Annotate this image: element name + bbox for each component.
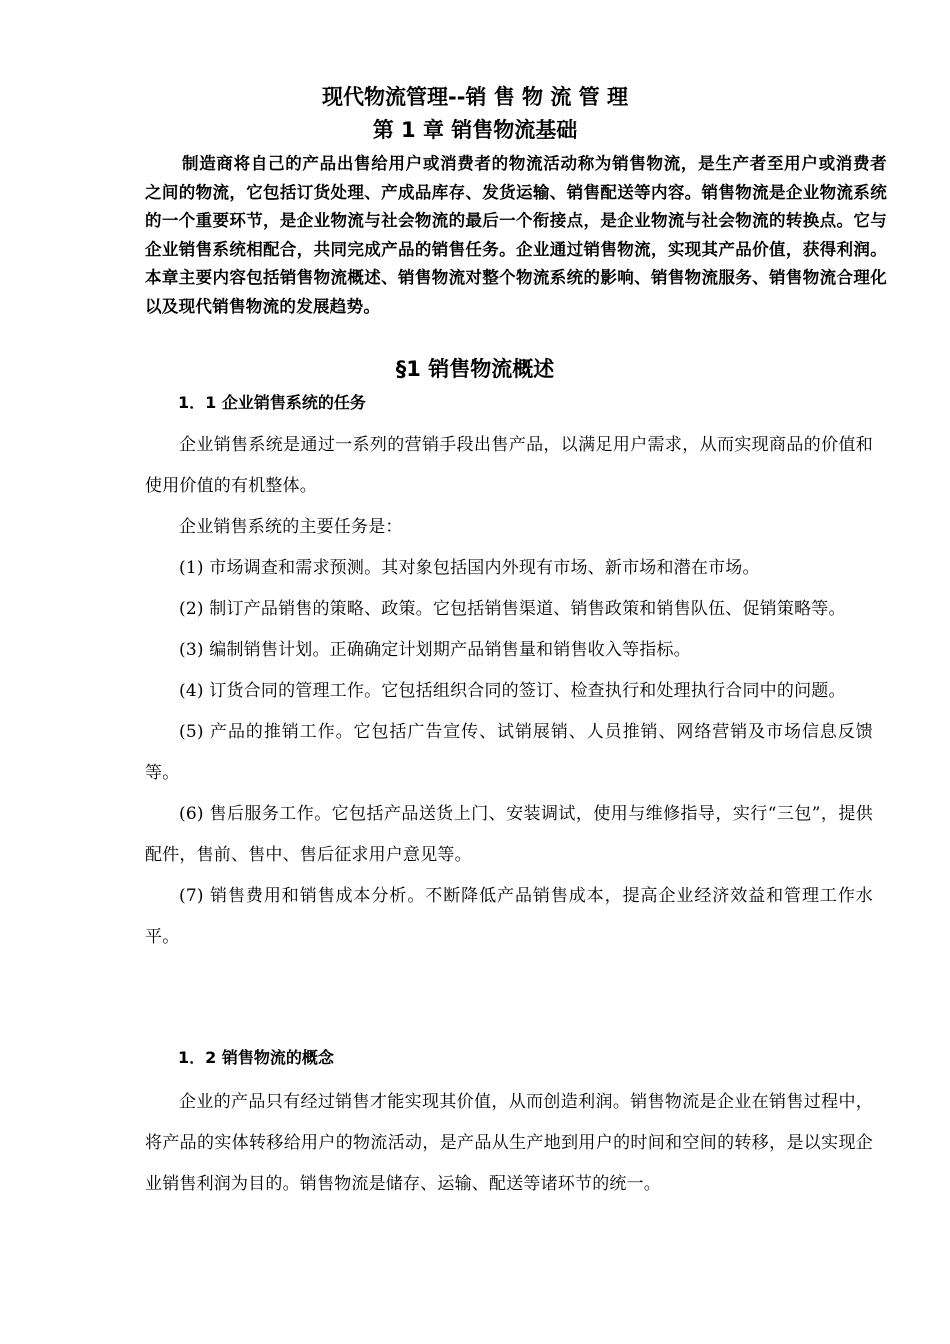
subsection-title-1-1: 1．1 企业销售系统的任务: [178, 393, 366, 412]
list-item: (6) 售后服务工作。它包括产品送货上门、安装调试，使用与维修指导，实行“三包”，提供配件，售前、售中、售后征求用户意见等。: [145, 804, 873, 865]
paragraph: 企业销售系统的主要任务是：: [179, 517, 403, 537]
list-item: (1) 市场调查和需求预测。其对象包括国内外现有市场、新市场和潜在市场。: [179, 558, 760, 578]
paragraph: 企业销售系统是通过一系列的营销手段出售产品，以满足用户需求，从而实现商品的价值和使用价值的有机整体。: [145, 435, 873, 496]
document-title: 现代物流管理--销 售 物 流 管 理: [322, 85, 628, 109]
list-item: (7) 销售费用和销售成本分析。不断降低产品销售成本，提高企业经济效益和管理工作水平。: [145, 886, 873, 947]
subsection-body-1-2: [145, 1082, 873, 1205]
chapter-intro: 制造商将自己的产品出售给用户或消费者的物流活动称为销售物流，是生产者至用户或消费者之间的物流，它包括订货处理、产成品库存、发货运输、销售配送等内容。销售物流是企业物流系统的一个重要环节，是企业物流与社会物流的最后一个衔接点，是企业物流与社会物流的转换点。它与企业销售系统相配合，共同完成产品的销售任务。企业通过销售物流，实现其产品价值，获得利润。本章主要内容包括销售物流概述、销售物流对整个物流系统的影响、销售物流服务、销售物流合理化以及现代销售物流的发展趋势。: [145, 154, 887, 316]
chapter-title: 第 1 章 销售物流基础: [372, 118, 578, 142]
list-item: (4) 订货合同的管理工作。它包括组织合同的签订、检查执行和处理执行合同中的问题。: [179, 681, 846, 701]
section-title: §1 销售物流概述: [395, 357, 555, 381]
subsection-title-1-2: 1．2 销售物流的概念: [178, 1048, 334, 1067]
list-item: (5) 产品的推销工作。它包括广告宣传、试销展销、人员推销、网络营销及市场信息反馈等。: [145, 722, 873, 783]
paragraph: 企业的产品只有经过销售才能实现其价值，从而创造利润。销售物流是企业在销售过程中，将产品的实体转移给用户的物流活动，是产品从生产地到用户的时间和空间的转移，是以实现企业销售利润为目的。销售物流是储存、运输、配送等诸环节的统一。: [145, 1092, 873, 1194]
subsection-body-1-1: [145, 425, 873, 958]
list-item: (3) 编制销售计划。正确确定计划期产品销售量和销售收入等指标。: [179, 640, 691, 660]
list-item: (2) 制订产品销售的策略、政策。它包括销售渠道、销售政策和销售队伍、促销策略等。: [179, 599, 846, 619]
